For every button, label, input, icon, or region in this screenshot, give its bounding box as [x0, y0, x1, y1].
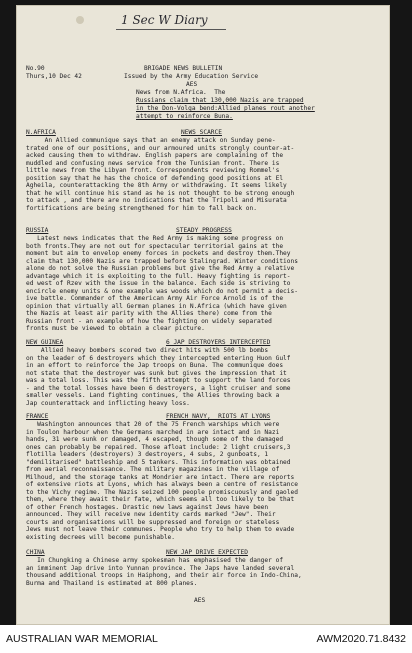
section-region-nafrica: N.AFRICA — [26, 129, 56, 136]
article-line: ed west of Rzev with the issue in the balance. Each side is striving to — [26, 280, 291, 287]
article-line: little news from the Libyan front. Correspondents reviewing Rommel's — [26, 167, 280, 174]
article-line: alone do not solve the Russian problems but give the Red Army a relative — [26, 265, 295, 272]
article-line: Russian front - an example of how the fighting on widely separated — [26, 317, 272, 325]
article-line: Latest news indicates that the Red Army is making some progress on — [26, 235, 284, 242]
issued-by: Issued by the Army Education Service — [124, 73, 259, 80]
article-line: Milhoud, and the storage tanks at Mondrier are intact. There are reports — [26, 473, 295, 481]
headline-line: News from N.Africa. The — [136, 89, 226, 96]
article-line: of extensive riots at Lyons, which has always been a centre of resistance — [26, 481, 298, 488]
article-line: in an effort to reinforce the Jap troops on Buna. The communique does — [26, 362, 284, 369]
article-line: Jap counterattack and inflicting heavy loss. — [26, 399, 190, 407]
section-heading-france: FRENCH NAVY, RIOTS AT LYONS — [166, 413, 271, 420]
section-heading-nafrica: NEWS SCARCE — [181, 129, 222, 136]
article-line: smaller vessels. Land fighting continues, the Allies throwing back a — [26, 392, 280, 399]
article-line: existing decrees will become punishable. — [26, 533, 176, 541]
article-line: to attack , and there are no indications that the Tripoli and Misurata — [26, 197, 287, 204]
article-line: claim that 130,000 Nazis are trapped before Stalingrad. Winter conditions — [26, 257, 298, 265]
punch-hole — [76, 16, 84, 24]
article-line: ive battle. Commander of the American Army Air Force Arnold is of the — [26, 295, 284, 302]
section-heading-china: NEW JAP DRIVE EXPECTED — [166, 549, 248, 556]
article-line: "demilitarised" battleship and 5 tankers. This information was obtained — [26, 458, 291, 466]
article-line: encircle enemy units & one example was woods which do not permit a decis- — [26, 287, 298, 295]
article-line: fortifications are being strengthened for him to fall back on. — [26, 204, 257, 212]
article-line: both fronts.They are not out for spectacular territorial gains at the — [26, 242, 284, 250]
bulletin-date: Thurs,10 Dec 42 — [26, 73, 82, 80]
issuer-initials: AES — [186, 81, 198, 88]
article-line: from aerial reconnaissance. The military magazines in the village of — [26, 466, 280, 473]
article-line: not state that the destroyer was sunk but gives the impression that it — [26, 369, 287, 377]
article-line: the Nazis at least air parity with the Allies there) come from the — [26, 310, 272, 317]
section-region-china: CHINA — [26, 549, 45, 556]
article-line: on the leader of 6 destroyers which they intercepted entering Huon Gulf — [26, 354, 291, 362]
bulletin-number: No.90 — [26, 65, 45, 72]
section-heading-russia: STEADY PROGRESS — [176, 227, 232, 234]
headline-line: Russians claim that 130,000 Nazis are trapped — [136, 97, 304, 104]
article-line: Washington announces that 20 of the 75 French warships which were — [26, 421, 280, 428]
archive-name: AUSTRALIAN WAR MEMORIAL — [6, 633, 158, 645]
article-line: hands, 31 were sunk or damaged, 4 escaped, though some of the damaged — [26, 436, 284, 443]
article-line: in Toulon harbour when the Germans marched in are intact and in Nazi — [26, 428, 280, 436]
article-line: Agheila, counterattacking the 8th Army or withdrawing. It seems likely — [26, 182, 287, 189]
article-line: courts and organisations will be suppressed and foreign or stateless — [26, 518, 280, 526]
article-line: An Allied communique says that an enemy attack on Sunday pene- — [26, 137, 276, 144]
article-line: announced. They will receive new identity cards marked "Jew". Their — [26, 511, 276, 518]
article-line: position say that he has the choice of defending good positions at El — [26, 174, 284, 182]
article-line: acked causing them to withdraw. English papers are complaining of the — [26, 152, 284, 159]
article-line: muddled and confusing news service from the Tunisian front. There is — [26, 159, 280, 167]
article-line: flotilla leaders (destroyers) 3 destroyers, 4 subs, 2 gunboats, 1 — [26, 451, 269, 458]
article-line: opinion that virtually all German planes in N.Africa (which have given — [26, 302, 287, 310]
article-line: of other French hostages. Drastic new laws against Jews have been — [26, 503, 269, 511]
headline-line: in the Don-Volga bend:Allied planes rout another — [136, 105, 315, 112]
section-region-france: FRANCE — [26, 413, 49, 420]
article-line: fronts must be viewed to obtain a clear picture. — [26, 325, 205, 332]
section-region-russia: RUSSIA — [26, 227, 49, 234]
article-line: them, where they await their fate, which seems all too likely to be that — [26, 496, 295, 503]
section-heading-new-guinea: 6 JAP DESTROYERS INTERCEPTED — [166, 339, 271, 346]
article-line: Allied heavy bombers scored two direct hits with 500 lb bombs — [26, 347, 269, 354]
article-line: that he will continue his stand as he is not thought to be strong enough — [26, 189, 295, 197]
article-line: Jews must not leave their communes. People who try to help them to evade — [26, 526, 295, 533]
article-line: - and the total losses have been 6 destroyers, a light cruiser and some — [26, 384, 291, 392]
article-line: In Chungking a Chinese army spokesman has emphasised the danger of — [26, 557, 284, 564]
bulletin-title: BRIGADE NEWS BULLETIN — [144, 65, 223, 72]
article-line: ones can probably be repaired. Those afloat include: 2 light cruisers,3 — [26, 443, 291, 451]
document-page — [16, 5, 390, 625]
article-line: was a total loss. This was the fifth attempt to support the land forces — [26, 377, 291, 384]
archive-footer — [0, 625, 412, 653]
headline-line: attempt to reinforce Buna. — [136, 113, 233, 120]
article-line: an imminent Jap drive into Yunnan province. The Japs have landed several — [26, 564, 295, 572]
article-line: moment but aim to envelop enemy forces in pockets and destroy them.They — [26, 250, 291, 257]
handwriting-underline — [116, 29, 226, 30]
handwritten-note: 1 Sec W Diary — [121, 13, 208, 27]
archive-reference: AWM2020.71.8432 — [316, 633, 406, 645]
article-line: to the Vichy regime. The Nazis seized 100 people promiscuously and gaoled — [26, 488, 298, 496]
article-line: advantage which it is exploiting to the full. Heavy fighting is report- — [26, 272, 291, 280]
article-line: Burma and Thailand is estimated at 800 planes. — [26, 579, 198, 587]
section-region-new-guinea: NEW GUINEA — [26, 339, 64, 346]
article-line: thousand additional troops in Haiphong, and their air force in Indo-China, — [26, 572, 302, 579]
sign-off: AES — [194, 597, 206, 604]
article-line: trated one of our positions, and our armoured units strongly counter-at- — [26, 144, 295, 152]
